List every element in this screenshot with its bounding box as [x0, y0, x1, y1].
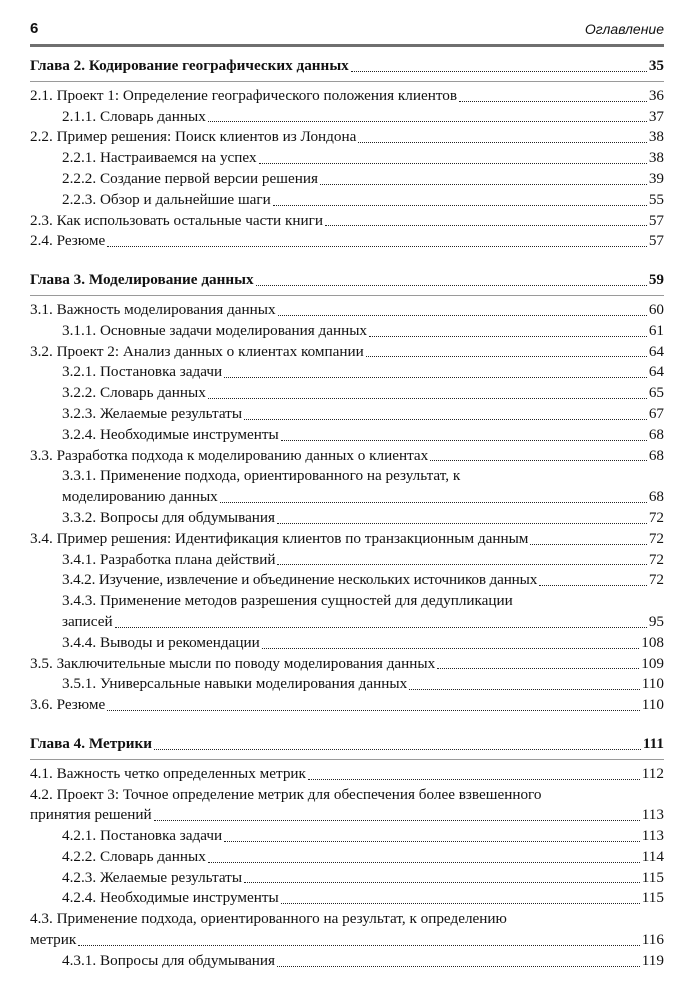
- dot-leader: [530, 544, 646, 545]
- page-number: 6: [30, 20, 39, 37]
- page-ref: 109: [641, 654, 664, 672]
- dot-leader: [154, 820, 640, 821]
- subsection-title: 4.2.4. Необходимые инструменты: [62, 889, 279, 907]
- page-ref: 68: [648, 446, 664, 464]
- page-ref: 64: [648, 363, 664, 381]
- section-title: 2.3. Как использовать остальные части книги: [30, 211, 323, 229]
- page-ref: 68: [648, 488, 664, 506]
- toc-section-row[interactable]: [30, 342, 664, 363]
- subsection-title: 3.2.1. Постановка задачи: [62, 363, 223, 381]
- page-ref: 65: [648, 384, 664, 402]
- dot-leader: [208, 398, 647, 399]
- toc-subsection-row[interactable]: [30, 190, 664, 211]
- page-ref: 113: [641, 806, 664, 824]
- section-title: 3.3. Разработка подхода к моделированию данных о клиентах: [30, 446, 429, 464]
- toc-section-row[interactable]: [30, 654, 664, 675]
- dot-leader: [277, 564, 646, 565]
- toc-section-row[interactable]: [30, 127, 664, 148]
- page-ref: 116: [641, 931, 664, 949]
- dot-leader: [351, 71, 647, 72]
- page-ref: 38: [648, 149, 664, 167]
- subsection-title: 2.2.1. Настраиваемся на успех: [62, 149, 257, 167]
- chapter-2: [30, 56, 664, 252]
- dot-leader: [459, 101, 647, 102]
- dot-leader: [308, 779, 640, 780]
- dot-leader: [281, 903, 640, 904]
- dot-leader: [325, 225, 647, 226]
- toc-subsection-row[interactable]: [30, 404, 664, 425]
- subsection-title: 3.3.2. Вопросы для обдумывания: [62, 508, 276, 526]
- toc-subsection-row[interactable]: [30, 951, 664, 972]
- toc-section-row[interactable]: [30, 231, 664, 252]
- toc-wrapped-tail: [30, 805, 664, 826]
- dot-leader: [220, 502, 647, 503]
- dot-leader: [244, 419, 647, 420]
- page-ref: 119: [641, 951, 664, 969]
- chapter-heading: [30, 270, 664, 296]
- subsection-title-line-2: моделированию данных: [62, 488, 218, 506]
- page-ref: 72: [648, 508, 664, 526]
- page-ref: 72: [648, 550, 664, 568]
- page-ref: 111: [642, 734, 664, 752]
- dot-leader: [277, 966, 640, 967]
- page-ref: 108: [641, 633, 664, 651]
- page-header: [30, 20, 664, 47]
- page-ref: 64: [648, 342, 664, 360]
- page-ref: 110: [641, 675, 664, 693]
- chapter-title: Глава 4. Метрики: [30, 734, 153, 752]
- toc-section-row[interactable]: [30, 529, 664, 550]
- dot-leader: [107, 246, 647, 247]
- section-title: 3.6. Резюме: [30, 696, 106, 714]
- toc-subsection-row[interactable]: [30, 570, 664, 591]
- page-ref: 37: [648, 107, 664, 125]
- toc-subsection-wrapped[interactable]: [30, 466, 664, 508]
- page-ref: 57: [648, 232, 664, 250]
- toc-subsection-row[interactable]: [30, 107, 664, 128]
- toc-wrapped-tail: [62, 612, 664, 633]
- section-title-line-2: метрик: [30, 931, 77, 949]
- dot-leader: [437, 668, 639, 669]
- dot-leader: [208, 862, 640, 863]
- toc-section-wrapped[interactable]: [30, 909, 664, 951]
- subsection-title: 4.2.2. Словарь данных: [62, 847, 206, 865]
- toc-section-row[interactable]: [30, 446, 664, 467]
- subsection-title: 3.5.1. Универсальные навыки моделирования данных: [62, 675, 408, 693]
- dot-leader: [244, 882, 640, 883]
- toc-subsection-row[interactable]: [30, 383, 664, 404]
- dot-leader: [154, 749, 641, 750]
- toc-subsection-wrapped[interactable]: [30, 591, 664, 633]
- toc-wrapped-tail: [30, 930, 664, 951]
- dot-leader: [256, 285, 647, 286]
- page-ref: 113: [641, 827, 664, 845]
- toc-section-row[interactable]: [30, 211, 664, 232]
- page-ref: 36: [648, 86, 664, 104]
- subsection-title: 3.2.4. Необходимые инструменты: [62, 425, 279, 443]
- toc-subsection-row[interactable]: [30, 148, 664, 169]
- toc-chapter-row[interactable]: [30, 56, 664, 77]
- toc-chapter-row[interactable]: [30, 734, 664, 755]
- toc-subsection-row[interactable]: [30, 321, 664, 342]
- page-ref: 55: [648, 190, 664, 208]
- section-title: 3.5. Заключительные мысли по поводу моделирования данных: [30, 654, 436, 672]
- toc-subsection-row[interactable]: [30, 888, 664, 909]
- toc-subsection-row[interactable]: [30, 826, 664, 847]
- subsection-title: 3.2.2. Словарь данных: [62, 384, 206, 402]
- page-ref: 57: [648, 211, 664, 229]
- page-ref: 115: [641, 889, 664, 907]
- subsection-title: 3.4.1. Разработка плана действий: [62, 550, 276, 568]
- toc-section-row[interactable]: [30, 300, 664, 321]
- dot-leader: [277, 523, 647, 524]
- page-ref: 59: [648, 271, 664, 289]
- subsection-title: 2.2.3. Обзор и дальнейшие шаги: [62, 190, 271, 208]
- dot-leader: [78, 945, 640, 946]
- subsection-title: 2.1.1. Словарь данных: [62, 107, 206, 125]
- page-ref: 61: [648, 321, 664, 339]
- subsection-title: 4.3.1. Вопросы для обдумывания: [62, 951, 276, 969]
- toc-section-wrapped[interactable]: [30, 785, 664, 827]
- page-ref: 114: [641, 847, 664, 865]
- subsection-title: 4.2.3. Желаемые результаты: [62, 868, 243, 886]
- dot-leader: [273, 205, 647, 206]
- toc-subsection-row[interactable]: [30, 847, 664, 868]
- subsection-title: 2.2.2. Создание первой версии решения: [62, 169, 318, 187]
- toc-subsection-row[interactable]: [30, 633, 664, 654]
- toc-subsection-row[interactable]: [30, 425, 664, 446]
- dot-leader: [539, 585, 647, 586]
- toc-chapter-row[interactable]: [30, 270, 664, 291]
- dot-leader: [208, 121, 647, 122]
- section-title-line-1: 4.3. Применение подхода, ориентированного на результат, к определению: [30, 910, 507, 928]
- subsection-title-line-1: 3.3.1. Применение подхода, ориентированного на результат, к: [62, 467, 461, 485]
- chapter-4: [30, 734, 664, 972]
- chapter-heading: [30, 56, 664, 82]
- dot-leader: [278, 315, 647, 316]
- dot-leader: [259, 163, 647, 164]
- dot-leader: [224, 377, 647, 378]
- subsection-title: 3.4.4. Выводы и рекомендации: [62, 633, 260, 651]
- subsection-title: 3.1.1. Основные задачи моделирования данных: [62, 321, 368, 339]
- section-title-line-1: 4.2. Проект 3: Точное определение метрик для обеспечения более взвешенного: [30, 785, 542, 803]
- toc-wrapped-tail: [62, 487, 664, 508]
- dot-leader: [366, 356, 647, 357]
- subsection-title: 3.2.3. Желаемые результаты: [62, 404, 243, 422]
- section-title: 3.1. Важность моделирования данных: [30, 300, 276, 318]
- toc-subsection-row[interactable]: [30, 674, 664, 695]
- dot-leader: [115, 627, 647, 628]
- dot-leader: [262, 648, 639, 649]
- page-ref: 68: [648, 425, 664, 443]
- dot-leader: [409, 689, 640, 690]
- page-ref: 72: [648, 571, 664, 589]
- subsection-title: 3.4.2. Изучение, извлечение и объединение нескольких источников данных: [62, 571, 538, 589]
- section-title: 2.4. Резюме: [30, 232, 106, 250]
- dot-leader: [281, 440, 647, 441]
- toc-subsection-row[interactable]: [30, 550, 664, 571]
- toc-section-row[interactable]: [30, 86, 664, 107]
- section-title: 4.1. Важность четко определенных метрик: [30, 764, 306, 782]
- toc-subsection-row[interactable]: [30, 362, 664, 383]
- page-ref: 95: [648, 612, 664, 630]
- chapter-heading: [30, 734, 664, 760]
- page-ref: 110: [641, 696, 664, 714]
- chapter-title: Глава 3. Моделирование данных: [30, 271, 254, 289]
- page-ref: 67: [648, 404, 664, 422]
- page-ref: 115: [641, 868, 664, 886]
- dot-leader: [358, 142, 646, 143]
- page-ref: 35: [648, 57, 664, 74]
- toc-section-row[interactable]: [30, 695, 664, 716]
- dot-leader: [369, 336, 647, 337]
- section-title: 3.4. Пример решения: Идентификация клиентов по транзакционным данным: [30, 529, 529, 547]
- subsection-title-line-1: 3.4.3. Применение методов разрешения сущностей для дедупликации: [62, 592, 513, 610]
- toc-subsection-row[interactable]: [30, 868, 664, 889]
- page-ref: 60: [648, 300, 664, 318]
- dot-leader: [320, 184, 647, 185]
- page-ref: 39: [648, 169, 664, 187]
- chapter-3: [30, 270, 664, 716]
- subsection-title: 4.2.1. Постановка задачи: [62, 827, 223, 845]
- toc-section-row[interactable]: [30, 764, 664, 785]
- section-title-line-2: принятия решений: [30, 806, 152, 824]
- section-title: 2.1. Проект 1: Определение географического положения клиентов: [30, 86, 458, 104]
- toc-subsection-row[interactable]: [30, 169, 664, 190]
- section-title: 2.2. Пример решения: Поиск клиентов из Лондона: [30, 128, 357, 146]
- section-title: 3.2. Проект 2: Анализ данных о клиентах компании: [30, 342, 364, 360]
- page-ref: 112: [641, 764, 664, 782]
- running-title: Оглавление: [584, 21, 664, 37]
- dot-leader: [107, 710, 640, 711]
- page-ref: 38: [648, 128, 664, 146]
- table-of-contents: [30, 56, 664, 972]
- toc-subsection-row[interactable]: [30, 508, 664, 529]
- dot-leader: [430, 460, 647, 461]
- chapter-title: Глава 2. Кодирование географических данных: [30, 57, 349, 74]
- page-ref: 72: [648, 529, 664, 547]
- dot-leader: [224, 841, 640, 842]
- subsection-title-line-2: записей: [62, 612, 113, 630]
